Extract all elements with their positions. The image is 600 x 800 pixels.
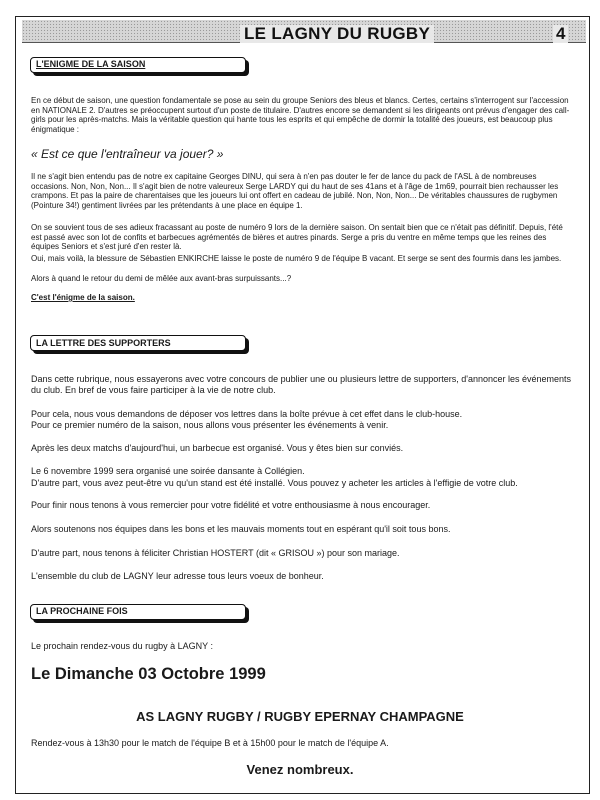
supporters-para-5: Le 6 novembre 1999 sera organisé une soirée dansante à Collégien. (31, 466, 305, 476)
next-match-times: Rendez-vous à 13h30 pour le match de l'équipe B et à 15h00 pour le match de l'équipe A. (31, 738, 389, 748)
supporters-para-10: L'ensemble du club de LAGNY leur adresse tous leurs voeux de bonheur. (31, 571, 324, 581)
supporters-para-4: Après les deux matchs d'aujourd'hui, un barbecue est organisé. Vous y êtes bien sur conviés. (31, 443, 404, 453)
enigme-para-2: Il ne s'agit bien entendu pas de notre ex capitaine Georges DINU, qui sera à n'en pas douter le fer de lance du pack de l'ASL à de nombreuses occasions. Non, Non, Non... Il s'agit bien de notre valeureux Serge LARDY qui du haut de ses 41ans et à l'âge de 1m69, pourrait bien rechausser les crampons. Et pas la paire de charentaises que les joueurs lui ont offert en cadeau de jubilé. Non, Non, Non... De véritables chaussures de rugbymen (Pointure 34!) gentiment livrées par les prétendants à une place en équipe 1. (31, 172, 559, 210)
section-title-enigme: L'ENIGME DE LA SAISON (36, 59, 146, 69)
supporters-para-6: D'autre part, vous avez peut-être vu qu'un stand est été installé. Vous pouvez y acheter les articles à l'effigie de votre club. (31, 478, 518, 488)
next-match-teams: AS LAGNY RUGBY / RUGBY EPERNAY CHAMPAGNE (136, 709, 464, 724)
enigme-quote: « Est ce que l'entraîneur va jouer? » (31, 147, 224, 161)
supporters-para-3: Pour ce premier numéro de la saison, nous allons vous présenter les événements à venir. (31, 420, 389, 430)
supporters-para-2: Pour cela, nous vous demandons de déposer vos lettres dans la boîte prévue à cet effet dans le club-house. (31, 409, 463, 419)
supporters-para-8: Alors soutenons nos équipes dans les bons et les mauvais moments tout en espérant qu'il soit tous bons. (31, 524, 451, 534)
enigme-para-5: Alors à quand le retour du demi de mêlée aux avant-bras surpuissants...? (31, 274, 292, 283)
supporters-para-9: D'autre part, nous tenons à féliciter Christian HOSTERT (dit « GRISOU ») pour son mariage. (31, 548, 400, 558)
section-title-prochaine: LA PROCHAINE FOIS (36, 606, 128, 616)
enigme-para-4: Oui, mais voilà, la blessure de Sébastien ENKIRCHE laisse le poste de numéro 9 de l'équipe B vacant. Et serge se sent des fourmis dans les jambes. (31, 254, 562, 263)
enigme-closing: C'est l'énigme de la saison. (31, 293, 135, 302)
enigme-para-3: On se souvient tous de ses adieux fracassant au poste de numéro 9 lors de la dernière saison. On sentait bien que ce n'était pas définitif. Depuis, l'été est passé avec son lot de confits et barbecues agrémentés de bières et autres pinards. Serge a pris du ventre en même temps que les reines des équipes Seniors et s'est juré d'en rester là. (31, 223, 563, 251)
closing-call: Venez nombreux. (246, 762, 354, 777)
section-title-supporters: LA LETTRE DES SUPPORTERS (36, 338, 171, 348)
supporters-para-7: Pour finir nous tenons à vous remercier pour votre fidélité et votre enthousiasme à nous encourager. (31, 500, 431, 510)
next-match-date: Le Dimanche 03 Octobre 1999 (31, 665, 266, 683)
supporters-para-1: Dans cette rubrique, nous essayerons avec votre concours de publier une ou plusieurs lettre de supporters, d'annoncer les événements du club. En bref de vous faire participer à la vie de notre club. (31, 374, 572, 395)
enigme-intro: En ce début de saison, une question fondamentale se pose au sein du groupe Seniors des bleus et blancs. Certes, certains s'interrogent sur l'accession en NATIONALE 2. D'autres se préoccupent surtout d'un poste de titulaire. D'autres encore se demandent si les dirigeants ont prévus d'engager des call-girls pour les après-matchs. Mais la véritable question qui hante tous les esprits et qui empêche de dormir la totalité des joueurs, est beaucoup plus énigmatique : (31, 96, 570, 134)
prochaine-intro: Le prochain rendez-vous du rugby à LAGNY : (31, 641, 213, 651)
newsletter-title: LE LAGNY DU RUGBY (240, 25, 434, 43)
page-number: 4 (553, 25, 568, 43)
